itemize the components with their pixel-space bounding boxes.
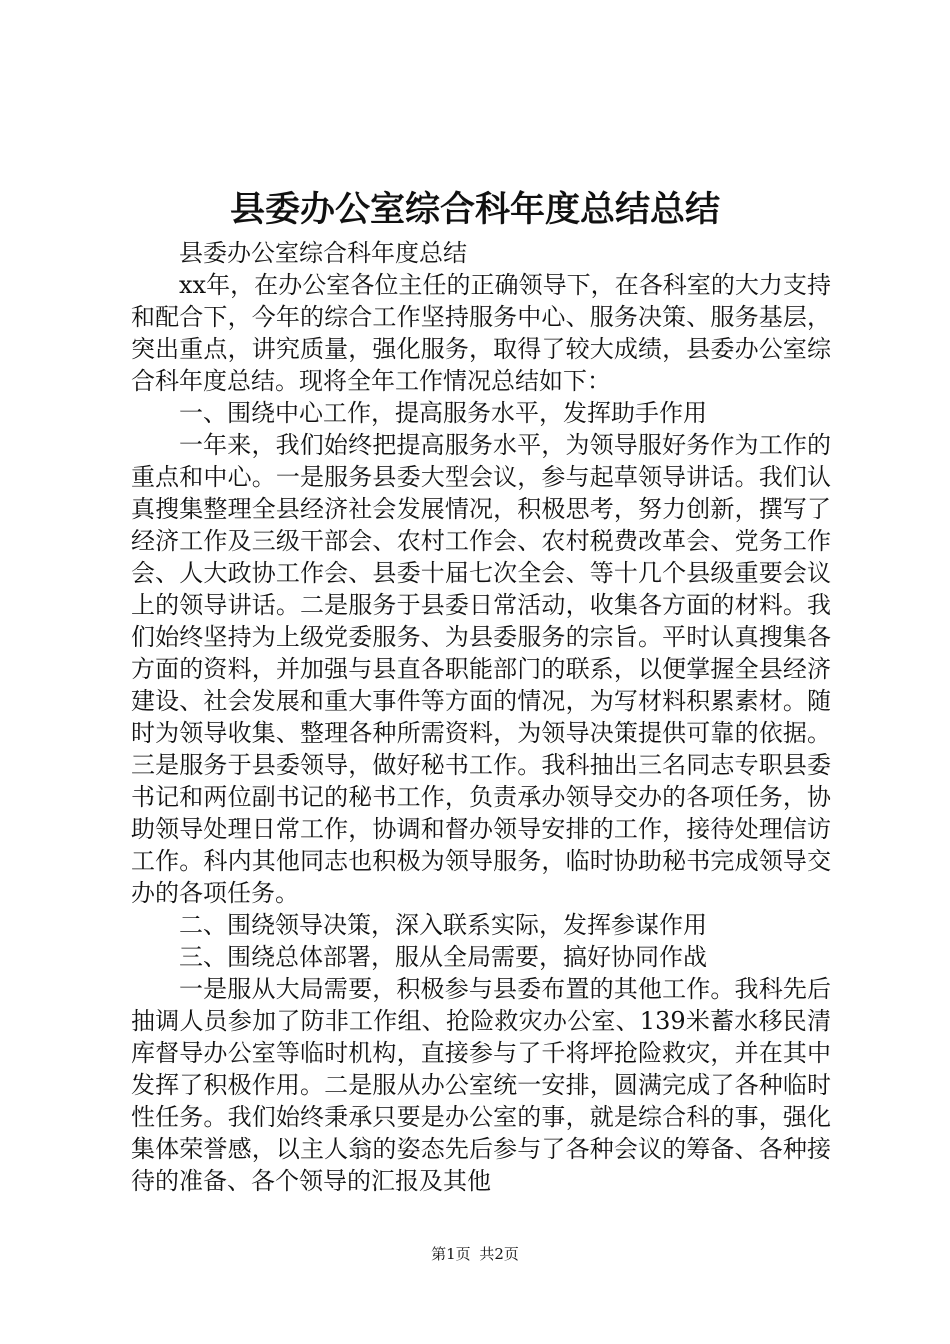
paragraph-intro: xx年，在办公室各位主任的正确领导下，在各科室的大力支持和配合下，今年的综合工作坚持服务中心、服务决策、服务基层，突出重点，讲究质量，强化服务，取得了较大成绩，县委办公室综合科年度总结。现将全年工作情况总结如下： [131, 271, 831, 395]
section-heading-3: 三、围绕总体部署，服从全局需要，搞好协同作战 [179, 943, 707, 971]
paragraph-section-1: 一年来，我们始终把提高服务水平，为领导服好务作为工作的重点和中心。一是服务县委大型会议，参与起草领导讲话。我们认真搜集整理全县经济社会发展情况，积极思考，努力创新，撰写了经济工作及三级干部会、农村工作会、农村税费改革会、党务工作会、人大政协工作会、县委十届七次全会、等十几个县级重要会议上的领导讲话。二是服务于县委日常活动，收集各方面的材料。我们始终坚持为上级党委服务、为县委服务的宗旨。平时认真搜集各方面的资料，并加强与县直各职能部门的联系，以便掌握全县经济建设、社会发展和重大事件等方面的情况，为写材料积累素材。随时为领导收集、整理各种所需资料，为领导决策提供可靠的依据。三是服务于县委领导，做好秘书工作。我科抽出三名同志专职县委书记和两位副书记的秘书工作，负责承办领导交办的各项任务，协助领导处理日常工作，协调和督办领导安排的工作，接待处理信访工作。科内其他同志也积极为领导服务，临时协助秘书完成领导交办的各项任务。 [131, 431, 831, 907]
paragraph-section-3: 一是服从大局需要，积极参与县委布置的其他工作。我科先后抽调人员参加了防非工作组、抢险救灾办公室、139米蓄水移民清库督导办公室等临时机构，直接参与了千将坪抢险救灾，并在其中发挥了积极作用。二是服从办公室统一安排，圆满完成了各种临时性任务。我们始终秉承只要是办公室的事，就是综合科的事，强化集体荣誉感，以主人翁的姿态先后参与了各种会议的筹备、各种接待的准备、各个领导的汇报及其他 [131, 975, 831, 1195]
paragraph-subtitle: 县委办公室综合科年度总结 [179, 239, 467, 267]
document-title: 县委办公室综合科年度总结总结 [229, 189, 720, 230]
document-body [131, 237, 831, 1197]
section-heading-2: 二、围绕领导决策，深入联系实际，发挥参谋作用 [179, 911, 707, 939]
section-heading-1: 一、围绕中心工作，提高服务水平，发挥助手作用 [179, 399, 707, 427]
page-number: 第1页 [431, 1245, 471, 1263]
page-footer [0, 1244, 950, 1264]
page-total: 共2页 [479, 1245, 519, 1263]
